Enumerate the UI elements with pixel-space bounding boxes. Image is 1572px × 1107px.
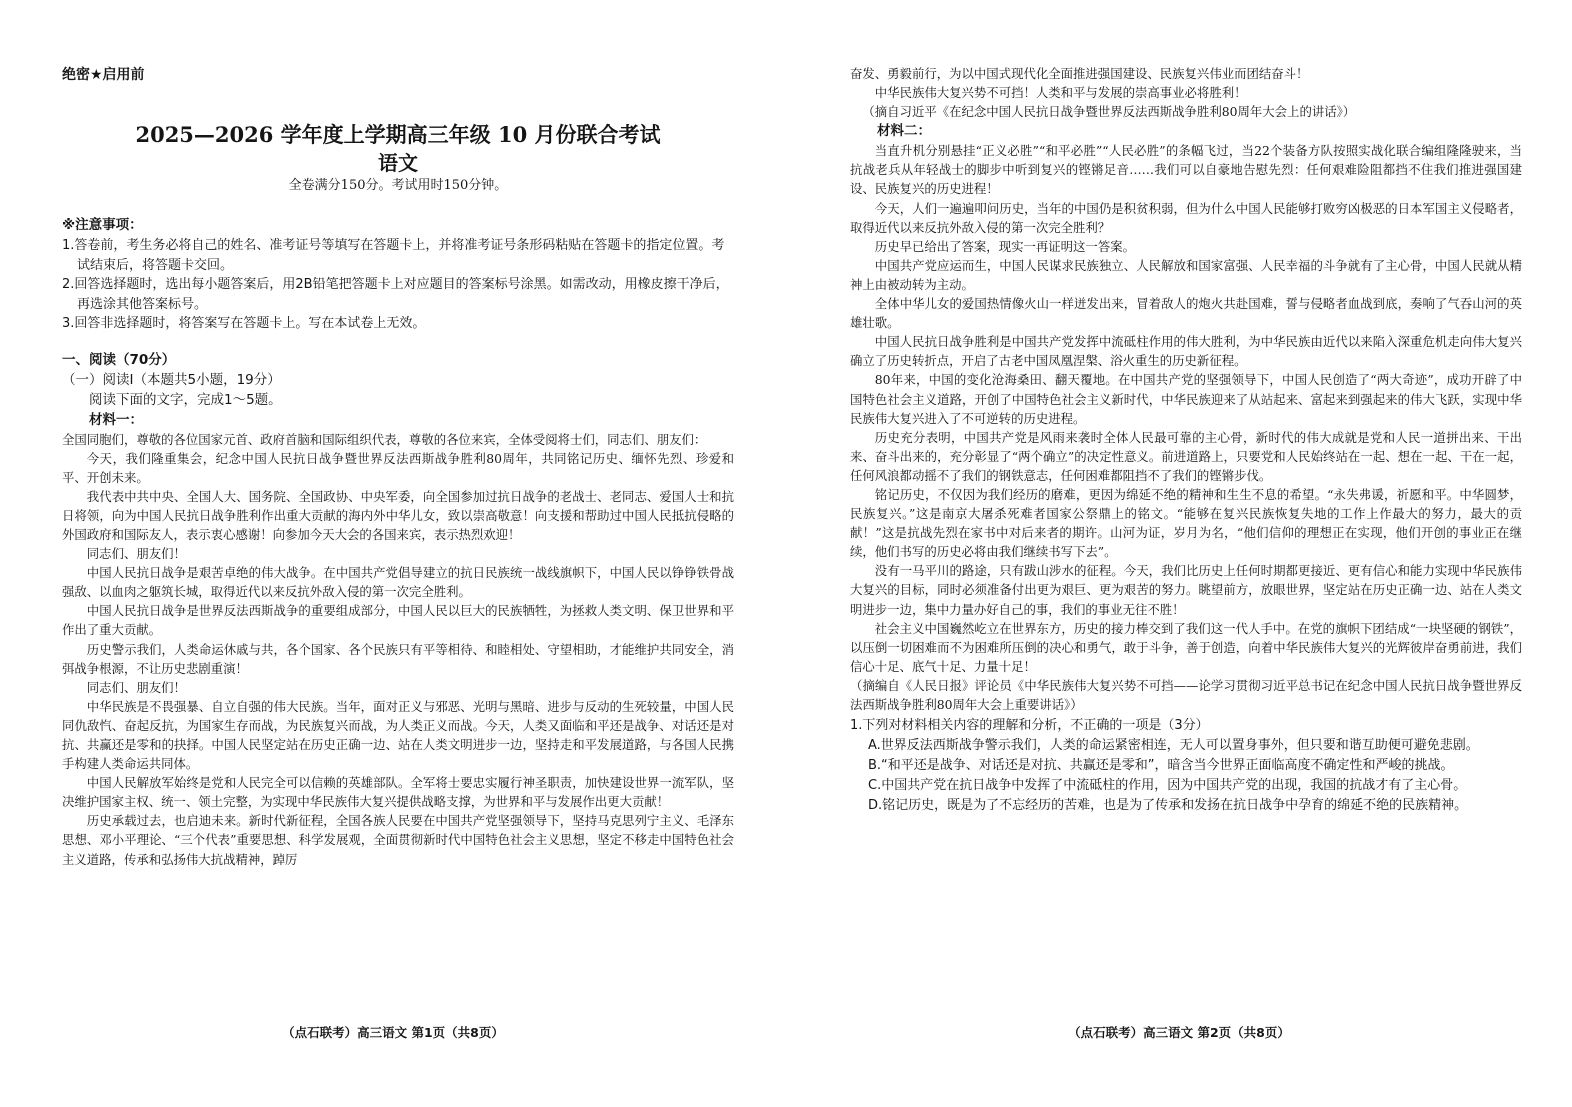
paragraph: 我代表中共中央、全国人大、国务院、全国政协、中央军委，向全国参加过抗日战争的老战士、老同志、爱国人士和抗日将领，向为中国人民抗日战争胜利作出重大贡献的海内外中华儿女，致以崇高敬意！向支援和帮助过中国人民抵抗侵略的外国政府和国际友人，表示衷心感谢！向参加今天大会的各国来宾，表示热烈欢迎！	[62, 488, 734, 542]
page-footer: （点石联考）高三语文 第2页（共8页）	[1068, 1025, 1290, 1040]
instruction: 阅读下面的文字，完成1～5题。	[89, 391, 282, 408]
question-1: 1.下列对材料相关内容的理解和分析，不正确的一项是（3分）	[850, 718, 1209, 734]
confidential-mark: 绝密★启用前	[62, 67, 145, 83]
paragraph: 铭记历史，不仅因为我们经历的磨难，更因为绵延不绝的精神和生生不息的希望。“永失弗谖，祈愿和平。中华圆梦，民族复兴。”这是南京大屠杀死难者国家公祭鼎上的铭文。“能够在复兴民族恢复失地的工作上作最大的努力，最大的贡献！”这是抗战先烈在家书中对后来者的期许。山河为证，岁月为名，“他们信仰的理想正在实现，他们开创的事业正在继续，他们书写的历史必将由我们继续书写下去”。	[850, 486, 1522, 560]
exam-title: 2025—2026 学年度上学期高三年级 10 月份联合考试	[135, 122, 661, 147]
paragraph: 同志们、朋友们！	[86, 546, 186, 562]
paragraph: 中国人民抗日战争胜利是中国共产党发挥中流砥柱作用的伟大胜利，为中华民族由近代以来陷入深重危机走向伟大复兴确立了历史转折点，开启了古老中国凤凰涅槃、浴火重生的历史新征程。	[850, 334, 1522, 369]
notice-item: 2.回答选择题时，选出每小题答案后，用2B铅笔把答题卡上对应题目的答案标号涂黑。如需改动，用橡皮擦干净后，再选涂其他答案标号。	[62, 277, 729, 312]
notice-item: 1.答卷前，考生务必将自己的姓名、准考证号等填写在答题卡上，并将准考证号条形码粘贴在答题卡的指定位置。考试结束后，将答题卡交回。	[62, 238, 725, 273]
option-d: D.铭记历史，既是为了不忘经历的苦难，也是为了传承和发扬在抗日战争中孕育的绵延不绝的民族精神。	[868, 798, 1468, 814]
source-citation: （摘自习近平《在纪念中国人民抗日战争暨世界反法西斯战争胜利80周年大会上的讲话》）	[862, 104, 1356, 120]
paragraph: 同志们、朋友们！	[86, 679, 186, 695]
paragraph: 中国人民抗日战争是艰苦卓绝的伟大战争。在中国共产党倡导建立的抗日民族统一战线旗帜下，中国人民以铮铮铁骨战强敌、以血肉之躯筑长城，取得近代以来反抗外敌入侵的第一次完全胜利。	[62, 565, 734, 600]
paragraph: 历史充分表明，中国共产党是风雨来袭时全体人民最可靠的主心骨，新时代的伟大成就是党和人民一道拼出来、干出来、奋斗出来的，充分彰显了“两个确立”的决定性意义。前进道路上，只要党和人民始终站在一起、想在一起、干在一起，任何风浪都动摇不了我们的钢铁意志，任何困难都阻挡不了我们的铿锵步伐。	[850, 429, 1522, 483]
option-a: A.世界反法西斯战争警示我们，人类的命运紧密相连，无人可以置身事外，但只要和谐互助便可避免悲剧。	[868, 738, 1479, 754]
paragraph: 全体中华儿女的爱国热情像火山一样迸发出来，冒着敌人的炮火共赴国难，誓与侵略者血战到底，奏响了气吞山河的英雄壮歌。	[850, 296, 1522, 331]
paragraph: 今天，我们隆重集会，纪念中国人民抗日战争暨世界反法西斯战争胜利80周年，共同铭记历史、缅怀先烈、珍爱和平、开创未来。	[62, 450, 734, 485]
source-citation: （摘编自《人民日报》评论员《中华民族伟大复兴势不可挡——论学习贯彻习近平总书记在纪念中国人民抗日战争暨世界反法西斯战争胜利80周年大会上重要讲话》）	[850, 677, 1522, 712]
notice-item: 3.回答非选择题时，将答案写在答题卡上。写在本试卷上无效。	[62, 316, 426, 331]
paragraph: 历史警示我们，人类命运休戚与共，各个国家、各个民族只有平等相待、和睦相处、守望相助，才能维护共同安全，消弭战争根源，不让历史悲剧重演！	[62, 641, 734, 676]
option-c: C.中国共产党在抗日战争中发挥了中流砥柱的作用，因为中国共产党的出现，我国的抗战才有了主心骨。	[868, 778, 1467, 794]
paragraph: 历史承载过去，也启迪未来。新时代新征程，全国各族人民要在中国共产党坚强领导下，坚持马克思列宁主义、毛泽东思想、邓小平理论、“三个代表”重要思想、科学发展观，全面贯彻新时代中国特色社会主义思想，坚定不移走中国特色社会主义道路，传承和弘扬伟大抗战精神，踔厉	[62, 813, 734, 867]
paragraph: 当直升机分别悬挂“正义必胜”“和平必胜”“人民必胜”的条幅飞过，当22个装备方队按照实战化联合编组隆隆驶来，当抗战老兵从年轻战士的脚步中听到复兴的铿锵足音……我们可以自豪地告慰先烈：任何艰难险阻都挡不住我们推进强国建设、民族复兴的历史进程！	[850, 143, 1522, 197]
subject-title: 语文	[378, 151, 418, 175]
option-b: B.“和平还是战争、对话还是对抗、共赢还是零和”，暗含当今世界正面临高度不确定性和严峻的挑战。	[868, 758, 1454, 774]
section-heading: 一、阅读（70分）	[62, 351, 176, 368]
paragraph: 社会主义中国巍然屹立在世界东方，历史的接力棒交到了我们这一代人手中。在党的旗帜下团结成“一块坚硬的钢铁”，以压倒一切困难而不为困难所压倒的决心和勇气，敢于斗争，善于创造，向着中华民族伟大复兴的光辉彼岸奋勇前进，我们信心十足、底气十足、力量十足！	[850, 620, 1522, 674]
right-page	[786, 0, 1572, 1107]
notice-title: ※注意事项：	[62, 217, 143, 233]
paragraph: 今天，人们一遍遍叩问历史，当年的中国仍是积贫积弱，但为什么中国人民能够打败穷凶极恶的日本军国主义侵略者，取得近代以来反抗外敌入侵的第一次完全胜利？	[850, 200, 1522, 235]
subsection-heading: （一）阅读Ⅰ（本题共5小题，19分）	[62, 371, 281, 388]
paragraph: 中国共产党应运而生，中国人民谋求民族独立、人民解放和国家富强、人民幸福的斗争就有了主心骨，中国人民就从精神上由被动转为主动。	[850, 257, 1522, 292]
paragraph: 80年来，中国的变化沧海桑田、翻天覆地。在中国共产党的坚强领导下，中国人民创造了“两大奇迹”，成功开辟了中国特色社会主义道路，开创了中国特色社会主义新时代，中华民族迎来了从站起来、富起来到强起来的伟大飞跃，实现中华民族伟大复兴进入了不可逆转的历史进程。	[850, 372, 1522, 426]
paragraph: 全国同胞们，尊敬的各位国家元首、政府首脑和国际组织代表，尊敬的各位来宾，全体受阅将士们，同志们、朋友们：	[62, 431, 707, 447]
paragraph: 中国人民解放军始终是党和人民完全可以信赖的英雄部队。全军将士要忠实履行神圣职责，加快建设世界一流军队，坚决维护国家主权、统一、领土完整，为实现中华民族伟大复兴提供战略支撑，为世界和平与发展作出更大贡献！	[62, 775, 734, 810]
full-score-note: 全卷满分150分。考试用时150分钟。	[288, 178, 508, 193]
paragraph: 中华民族伟大复兴势不可挡！人类和平与发展的崇高事业必将胜利！	[874, 85, 1247, 101]
material-label: 材料一：	[89, 411, 143, 428]
paragraph: 中华民族是不畏强暴、自立自强的伟大民族。当年，面对正义与邪恶、光明与黑暗、进步与反动的生死较量，中国人民同仇敌忾、奋起反抗，为国家生存而战，为民族复兴而战，为人类正义而战。今天，人类又面临和平还是战争、对话还是对抗、共赢还是零和的抉择。中国人民坚定站在历史正确一边、站在人类文明进步一边，坚持走和平发展道路，与各国人民携手构建人类命运共同体。	[62, 698, 734, 772]
material-label: 材料二：	[877, 123, 931, 140]
paragraph: 没有一马平川的路途，只有跋山涉水的征程。今天，我们比历史上任何时期都更接近、更有信心和能力实现中华民族伟大复兴的目标，同时必须准备付出更为艰巨、更为艰苦的努力。眺望前方，放眼世界，坚定站在历史正确一边、站在人类文明进步一边，集中力量办好自己的事，我们的事业无往不胜！	[850, 563, 1522, 617]
paragraph: 历史早已给出了答案，现实一再证明这一答案。	[874, 238, 1135, 254]
paragraph: 中国人民抗日战争是世界反法西斯战争的重要组成部分，中国人民以巨大的民族牺牲，为拯救人类文明、保卫世界和平作出了重大贡献。	[62, 603, 734, 638]
paragraph: 奋发、勇毅前行，为以中国式现代化全面推进强国建设、民族复兴伟业而团结奋斗！	[850, 66, 1309, 81]
page-footer: （点石联考）高三语文 第1页（共8页）	[282, 1025, 504, 1040]
